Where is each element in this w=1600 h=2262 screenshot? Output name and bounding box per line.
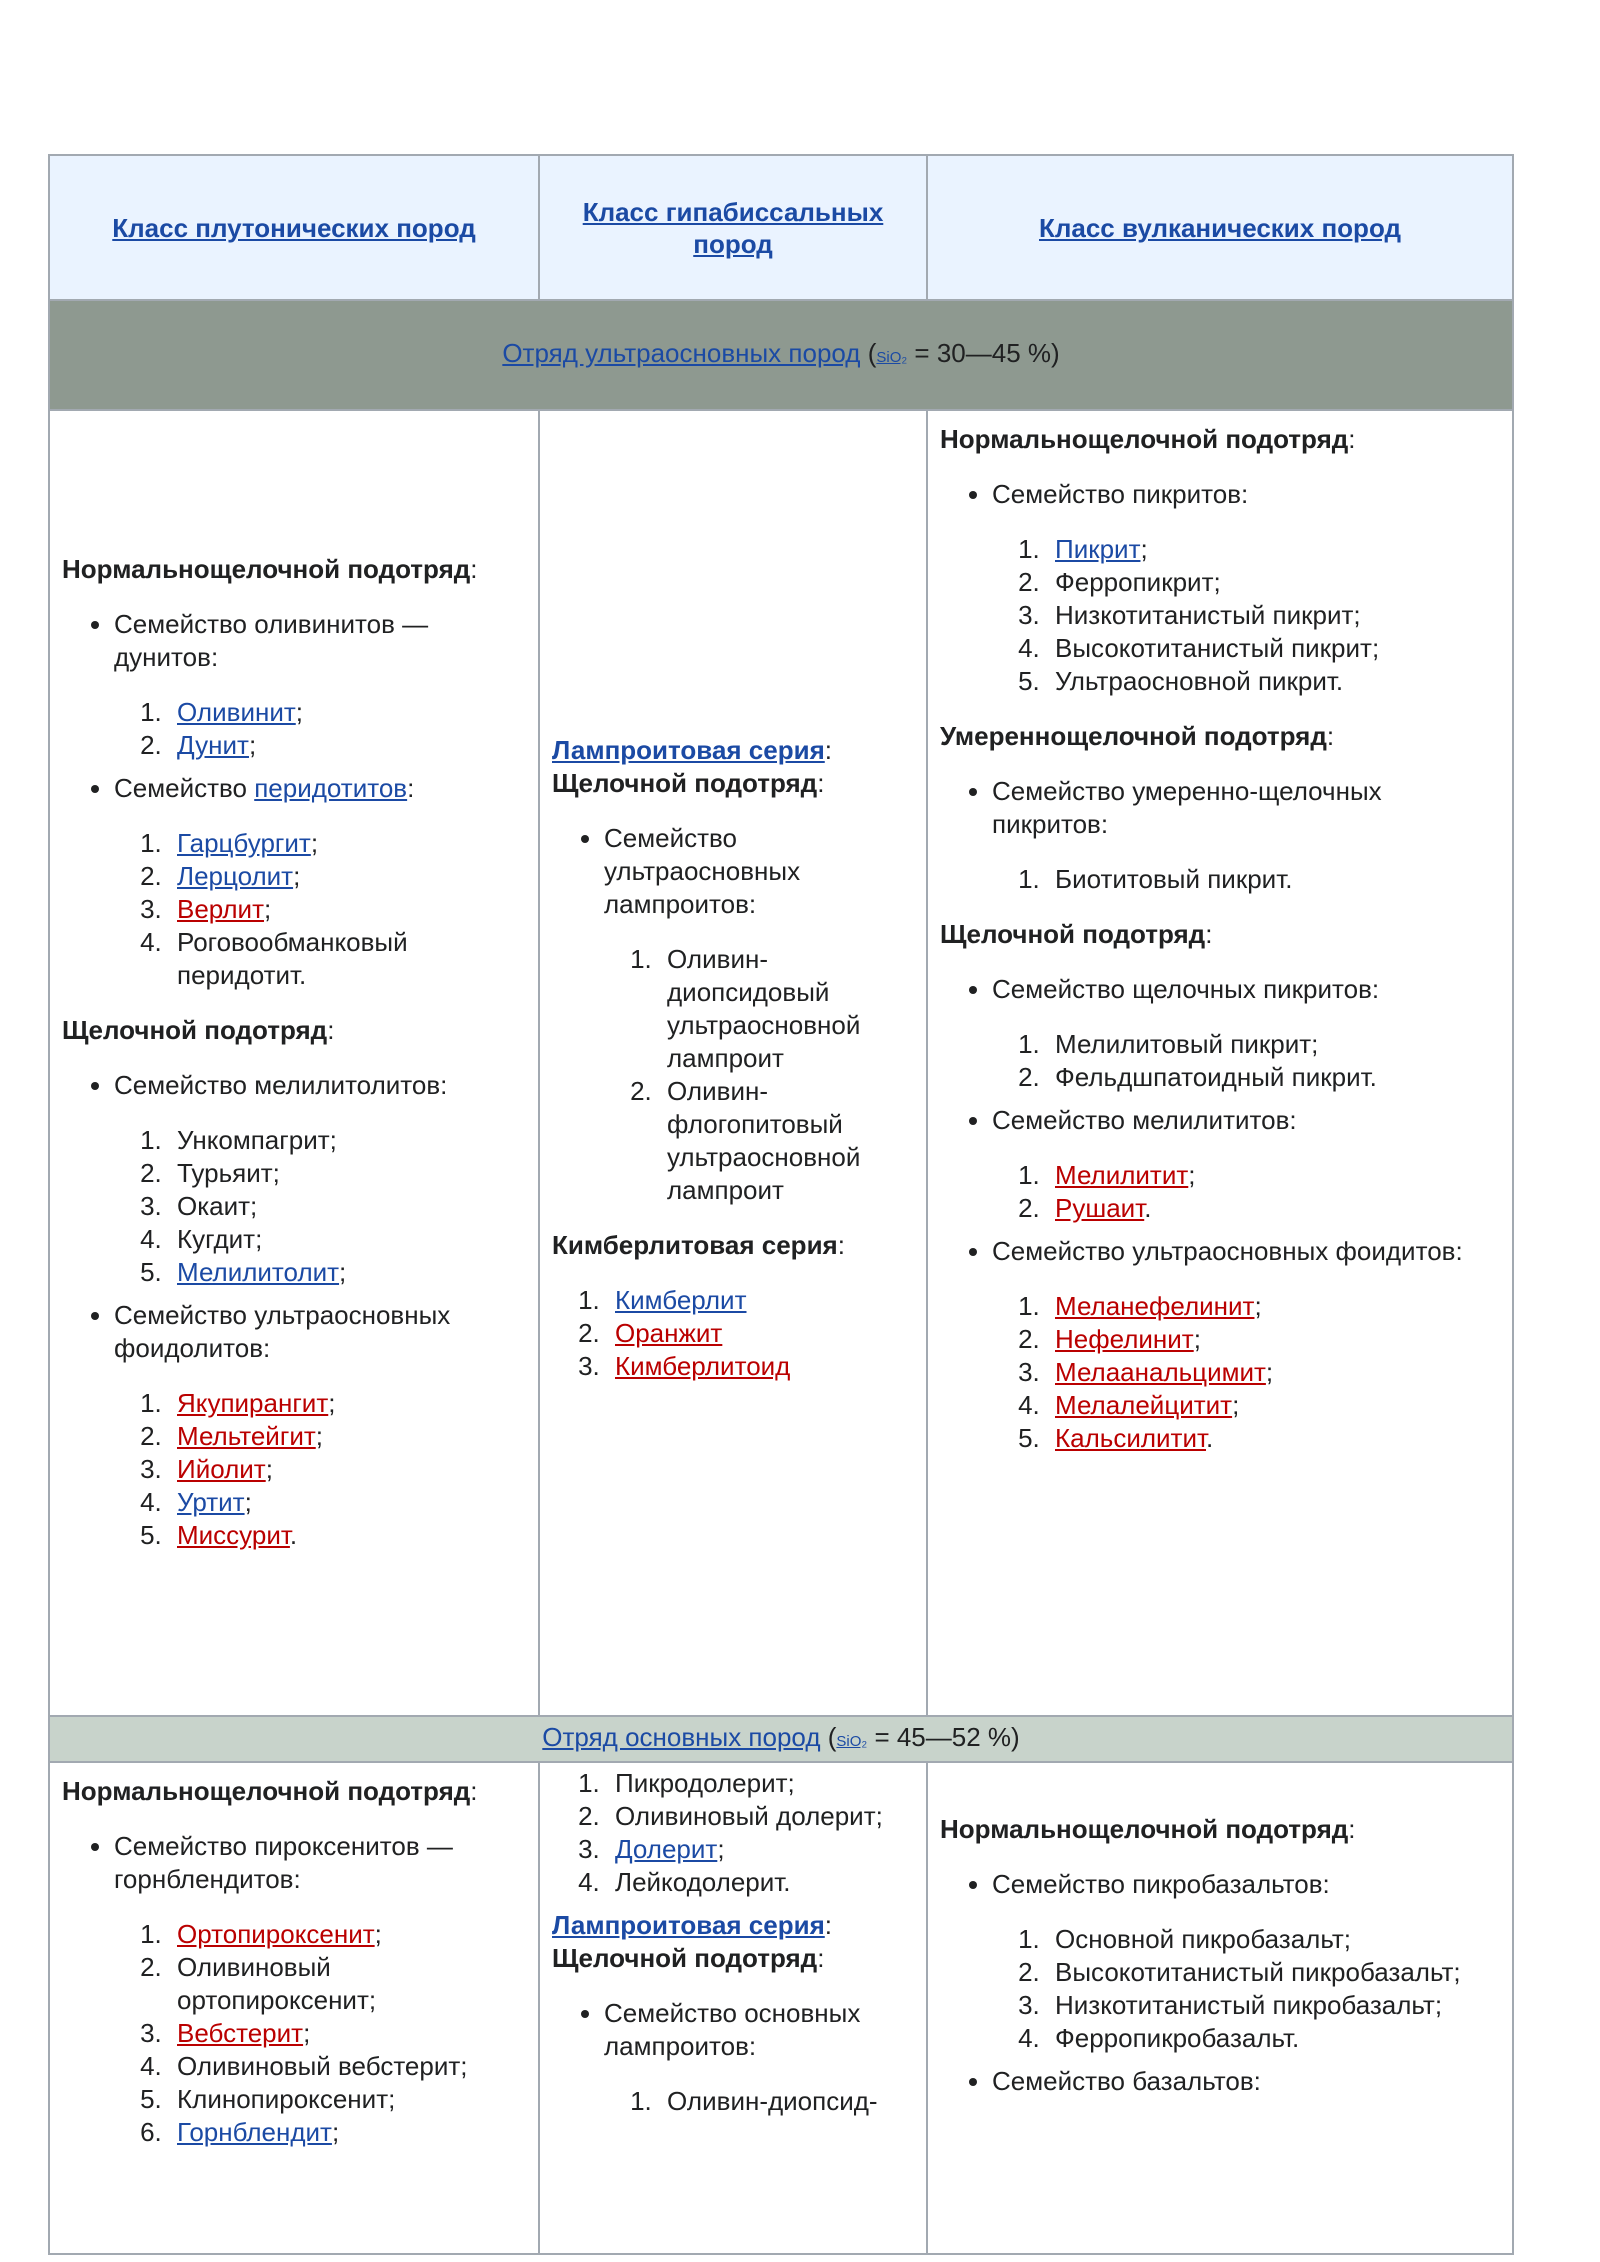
colon: : xyxy=(824,1910,832,1940)
species-link-missing[interactable]: Мельтейгит xyxy=(177,1420,316,1451)
list-item: 4. Оливиновый вебстерит; xyxy=(169,2050,526,2083)
sio2-link[interactable]: SiO₂ xyxy=(836,1732,868,1750)
lamproite-series-link[interactable]: Лампроитовая серия xyxy=(552,734,825,765)
colon: : xyxy=(1348,424,1356,454)
punct: ; xyxy=(244,1486,252,1517)
list-item: 4. Высокотитанистый пикрит; xyxy=(1047,632,1500,665)
header-volcanic xyxy=(927,155,1513,300)
order-basic-row xyxy=(49,1716,1513,1762)
punct: . xyxy=(289,1519,298,1550)
list-item xyxy=(1047,1389,1500,1422)
subgroup-alkaline: Щелочной подотряд xyxy=(552,1943,818,1973)
colon: : xyxy=(470,553,478,584)
list-item xyxy=(169,2017,526,2050)
list-item: 1. Биотитовый пикрит. xyxy=(1047,863,1500,896)
family-list xyxy=(62,608,526,992)
species-link-missing[interactable]: Кимберлитоид xyxy=(615,1350,791,1381)
list-item: 1. Оливин-диопсидовый ультраосновной лампроит xyxy=(659,943,914,1075)
punct: ; xyxy=(1140,534,1148,564)
family-label: Семейство щелочных пикритов: xyxy=(992,974,1380,1004)
order-ultrabasic-row xyxy=(49,300,1513,410)
list-item: 3. Окаит; xyxy=(169,1190,526,1223)
family-label: Семейство мелилититов: xyxy=(992,1105,1297,1135)
list-item xyxy=(1047,1323,1500,1356)
list-item: 4. Ферропикробазальт. xyxy=(1047,2022,1500,2055)
list-item: 5. Ультраосновной пикрит. xyxy=(1047,665,1500,698)
family-pyroxenite-hornblendite xyxy=(114,1830,526,2149)
family-list xyxy=(940,1868,1500,2098)
family-picrobasalt xyxy=(992,1868,1500,2055)
species-link-missing[interactable]: Вебстерит xyxy=(177,2018,304,2048)
cell-ultrabasic-plutonic xyxy=(49,410,539,1716)
species-link-missing[interactable]: Нефелинит xyxy=(1055,1324,1194,1354)
family-list xyxy=(62,1069,526,1552)
colon: : xyxy=(470,1776,478,1806)
punct: : xyxy=(407,772,415,803)
species-list xyxy=(992,863,1500,896)
family-list xyxy=(552,1997,914,2118)
list-item: 1. Ункомпагрит; xyxy=(169,1124,526,1157)
species-link-missing[interactable]: Меланефелинит xyxy=(1055,1291,1255,1321)
family-list xyxy=(940,973,1500,1455)
cell-basic-plutonic xyxy=(49,1762,539,2254)
list-item: 2. Оливиновый долерит; xyxy=(607,1800,914,1833)
list-item xyxy=(169,1486,526,1519)
species-link[interactable]: Лерцолит xyxy=(177,860,294,891)
list-item: 1. Оливин-диопсид- xyxy=(659,2085,914,2118)
basic-order-link[interactable]: Отряд основных пород xyxy=(542,1721,821,1752)
family-label: Семейство пикритов: xyxy=(992,479,1249,509)
species-link-missing[interactable]: Миссурит xyxy=(177,1519,290,1550)
list-item xyxy=(607,1350,914,1383)
species-list xyxy=(114,1124,526,1289)
list-item: 4. Роговообманковый перидотит. xyxy=(169,926,526,992)
family-list xyxy=(940,775,1500,896)
family-basic-lamproite xyxy=(604,1997,914,2118)
rock-classification-table xyxy=(48,154,1514,2255)
species-list xyxy=(114,827,526,992)
sio2-link[interactable]: SiO₂ xyxy=(876,348,908,366)
family-label: Семейство мелилитолитов: xyxy=(114,1069,448,1100)
list-item: 4. Кугдит; xyxy=(169,1223,526,1256)
list-item: 1. Пикродолерит; xyxy=(607,1767,914,1800)
punct: ; xyxy=(263,893,272,924)
punct: ; xyxy=(265,1453,273,1484)
colon: : xyxy=(327,1014,335,1045)
list-item xyxy=(1047,533,1500,566)
order-range: = 30—45 %) xyxy=(907,337,1060,368)
punct: ; xyxy=(331,2117,340,2147)
list-item xyxy=(607,1317,914,1350)
subgroup-normal-alkaline: Нормальнощелочной подотряд xyxy=(62,1776,471,1806)
cell-basic-volcanic xyxy=(927,1762,1513,2254)
list-item xyxy=(1047,1159,1500,1192)
family-label: Семейство ультраосновных фоидитов: xyxy=(992,1236,1463,1266)
punct: ; xyxy=(339,1256,347,1287)
list-item xyxy=(169,1256,526,1289)
species-link[interactable]: Уртит xyxy=(177,1486,245,1517)
list-item: 5. Клинопироксенит; xyxy=(169,2083,526,2116)
peridotite-link[interactable]: перидотитов xyxy=(254,772,408,803)
punct: ; xyxy=(248,729,257,760)
species-list xyxy=(992,533,1500,698)
lamproite-series-link[interactable]: Лампроитовая серия xyxy=(552,1910,825,1940)
punct: ; xyxy=(303,2018,311,2048)
family-label: Семейство умеренно-щелочных пикритов: xyxy=(992,776,1382,839)
species-link[interactable]: Дунит xyxy=(177,729,249,760)
species-link[interactable]: Долерит xyxy=(615,1834,718,1864)
species-link-missing[interactable]: Рушаит xyxy=(1055,1193,1145,1223)
family-list xyxy=(552,822,914,1207)
cell-ultrabasic-volcanic xyxy=(927,410,1513,1716)
species-list xyxy=(114,1387,526,1552)
punct: ; xyxy=(315,1420,323,1451)
header-hypabyssal xyxy=(539,155,927,300)
list-item xyxy=(1047,1422,1500,1455)
cell-ultrabasic-hypabyssal xyxy=(539,410,927,1716)
list-item: 2. Турьяит; xyxy=(169,1157,526,1190)
family-ultrabasic-foidolite xyxy=(114,1299,526,1552)
family-label: Семейство ультраосновных фоидолитов: xyxy=(114,1299,451,1363)
list-item xyxy=(1047,1192,1500,1225)
list-item xyxy=(169,1918,526,1951)
species-list xyxy=(992,1290,1500,1455)
punct: . xyxy=(1144,1193,1152,1223)
family-label: Семейство пикробазальтов: xyxy=(992,1869,1330,1899)
family-basalt xyxy=(992,2065,1500,2098)
punct: ; xyxy=(1193,1324,1201,1354)
colon: : xyxy=(1348,1814,1356,1844)
plutonic-class-link[interactable]: Класс плутонических пород xyxy=(112,212,476,243)
species-link[interactable]: Мелилитолит xyxy=(177,1256,340,1287)
order-range: = 45—52 %) xyxy=(867,1721,1020,1752)
family-label: Семейство оливинитов — дунитов: xyxy=(114,608,429,672)
list-item: 2. Фельдшпатоидный пикрит. xyxy=(1047,1061,1500,1094)
colon: : xyxy=(1326,721,1335,751)
list-item xyxy=(169,893,526,926)
volcanic-class-link[interactable]: Класс вулканических пород xyxy=(1039,212,1401,243)
order-paren: ( xyxy=(820,1721,837,1752)
list-item xyxy=(169,1453,526,1486)
species-link-missing[interactable]: Ийолит xyxy=(177,1453,266,1484)
colon: : xyxy=(1205,919,1213,949)
species-link-missing[interactable]: Мелаанальцимит xyxy=(1055,1357,1266,1387)
species-list xyxy=(604,2085,914,2118)
family-label: Семейство базальтов: xyxy=(992,2066,1261,2096)
punct: ; xyxy=(328,1387,336,1418)
species-link-missing[interactable]: Мелилитит xyxy=(1055,1160,1189,1190)
family-label: Семейство ультраосновных лампроитов: xyxy=(604,822,801,919)
list-item: 1. Основной пикробазальт; xyxy=(1047,1923,1500,1956)
punct: ; xyxy=(1254,1291,1262,1321)
subgroup-normal-alkaline: Нормальнощелочной подотряд xyxy=(940,1814,1349,1844)
list-item xyxy=(1047,1356,1500,1389)
subgroup-alkaline: Щелочной подотряд xyxy=(62,1014,328,1045)
species-link-missing[interactable]: Оранжит xyxy=(615,1317,723,1348)
species-list xyxy=(114,696,526,762)
species-link[interactable]: Пикрит xyxy=(1055,534,1141,564)
family-moderate-picrite xyxy=(992,775,1500,896)
list-item: 1. Мелилитовый пикрит; xyxy=(1047,1028,1500,1061)
list-item xyxy=(169,1519,526,1552)
species-list xyxy=(604,943,914,1207)
species-list xyxy=(992,1159,1500,1225)
family-list xyxy=(62,1830,526,2149)
subgroup-normal-alkaline: Нормальнощелочной подотряд xyxy=(62,553,471,584)
list-item xyxy=(169,1387,526,1420)
family-melilitite xyxy=(992,1104,1500,1225)
family-ultrabasic-lamproite xyxy=(604,822,914,1207)
species-list xyxy=(552,1767,914,1899)
punct: ; xyxy=(1265,1357,1274,1387)
species-list xyxy=(114,1918,526,2149)
species-list xyxy=(552,1284,914,1383)
family-ultrabasic-foidite xyxy=(992,1235,1500,1455)
punct: ; xyxy=(374,1919,382,1949)
subgroup-moderate-alkaline: Умереннощелочной подотряд xyxy=(940,721,1327,751)
list-item: 4. Лейкодолерит. xyxy=(607,1866,914,1899)
subgroup-alkaline: Щелочной подотряд xyxy=(552,767,818,798)
species-link[interactable]: Гарцбургит xyxy=(177,827,311,858)
species-link-missing[interactable]: Ортопироксенит xyxy=(177,1919,375,1949)
family-label: Семейство пироксенитов — горнблендитов: xyxy=(114,1831,453,1894)
punct: ; xyxy=(310,827,319,858)
punct: ; xyxy=(717,1834,725,1864)
species-link[interactable]: Кимберлит xyxy=(615,1284,747,1315)
order-paren: ( xyxy=(860,337,877,368)
species-link-missing[interactable]: Кальсилитит xyxy=(1055,1423,1206,1453)
list-item xyxy=(169,827,526,860)
kimberlite-series-label: Кимберлитовая серия xyxy=(552,1229,838,1260)
list-item: 2. Ферропикрит; xyxy=(1047,566,1500,599)
family-olivinite-dunite xyxy=(114,608,526,762)
list-item xyxy=(169,696,526,729)
species-link-missing[interactable]: Якупирангит xyxy=(177,1387,329,1418)
species-list xyxy=(992,1923,1500,2055)
header-plutonic xyxy=(49,155,539,300)
list-item xyxy=(1047,1290,1500,1323)
family-label: Семейство xyxy=(114,772,255,803)
punct: ; xyxy=(1188,1160,1196,1190)
family-peridotite xyxy=(114,772,526,992)
list-item xyxy=(607,1284,914,1317)
punct: . xyxy=(1206,1423,1214,1453)
hypabyssal-class-link[interactable]: Класс гипабиссальных пород xyxy=(582,196,884,259)
subgroup-normal-alkaline: Нормальнощелочной подотряд xyxy=(940,424,1349,454)
family-alkaline-picrite xyxy=(992,973,1500,1094)
list-item: 2. Высокотитанистый пикробазальт; xyxy=(1047,1956,1500,1989)
species-link-missing[interactable]: Верлит xyxy=(177,893,264,924)
species-link[interactable]: Горнблендит xyxy=(177,2117,332,2147)
species-link-missing[interactable]: Мелалейцитит xyxy=(1055,1390,1233,1420)
ultrabasic-order-link[interactable]: Отряд ультраосновных пород xyxy=(502,337,861,368)
family-picrite xyxy=(992,478,1500,698)
colon: : xyxy=(817,767,825,798)
colon: : xyxy=(837,1229,845,1260)
list-item: 3. Низкотитанистый пикробазальт; xyxy=(1047,1989,1500,2022)
list-item: 3. Низкотитанистый пикрит; xyxy=(1047,599,1500,632)
punct: ; xyxy=(1232,1390,1240,1420)
list-item xyxy=(169,2116,526,2149)
list-item: 2. Оливин-флогопитовый ультраосновной лампроит xyxy=(659,1075,914,1207)
punct: ; xyxy=(293,860,301,891)
family-list xyxy=(940,478,1500,698)
colon: : xyxy=(824,734,832,765)
list-item xyxy=(169,729,526,762)
colon: : xyxy=(817,1943,825,1973)
list-item xyxy=(169,860,526,893)
species-list xyxy=(992,1028,1500,1094)
list-item xyxy=(169,1420,526,1453)
list-item: 2. Оливиновый ортопироксенит; xyxy=(169,1951,526,2017)
cell-basic-hypabyssal xyxy=(539,1762,927,2254)
punct: ; xyxy=(295,696,303,727)
subgroup-alkaline: Щелочной подотряд xyxy=(940,919,1206,949)
family-melilitolite xyxy=(114,1069,526,1289)
family-label: Семейство основных лампроитов: xyxy=(604,1998,861,2061)
species-link[interactable]: Оливинит xyxy=(177,696,296,727)
list-item xyxy=(607,1833,914,1866)
